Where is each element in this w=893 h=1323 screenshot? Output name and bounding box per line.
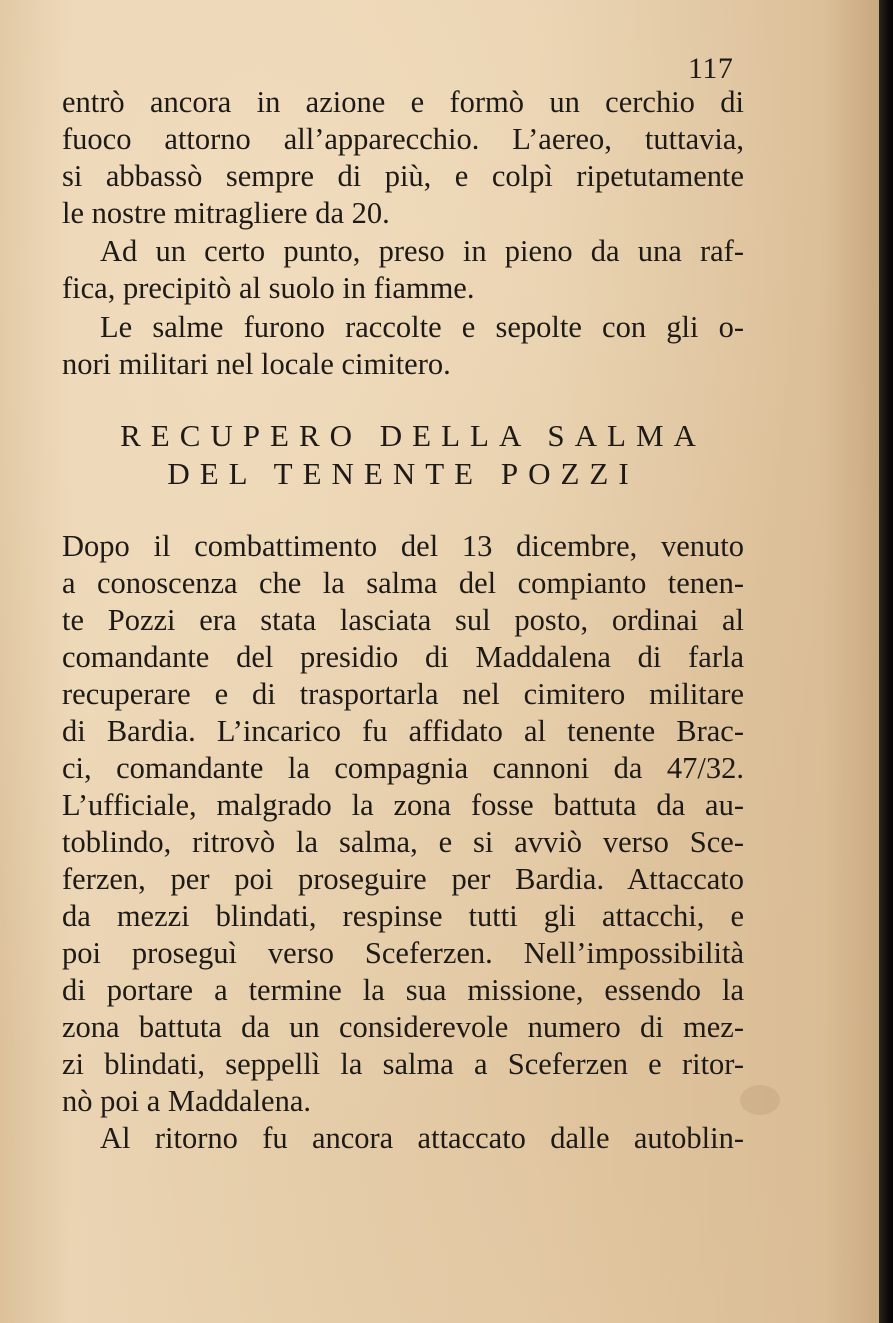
text-line: si abbassò sempre di più, e colpì ripetutamente	[62, 159, 744, 193]
text-line: zi blindati, seppellì la salma a Sceferzen e ritor-	[62, 1047, 744, 1081]
text-line: te Pozzi era stata lasciata sul posto, ordinai al	[62, 603, 744, 637]
text-line: L’ufficiale, malgrado la zona fosse battuta da au-	[62, 788, 744, 822]
text-line: Le salme furono raccolte e sepolte con gli o-	[100, 310, 744, 344]
text-line: a conoscenza che la salma del compianto tenen-	[62, 566, 744, 600]
text-line: comandante del presidio di Maddalena di farla	[62, 640, 744, 674]
text-line: di Bardia. L’incarico fu affidato al tenente Brac-	[62, 714, 744, 748]
text-line: Dopo il combattimento del 13 dicembre, venuto	[62, 529, 744, 563]
text-line: fuoco attorno all’apparecchio. L’aereo, tuttavia,	[62, 122, 744, 156]
text-line: poi proseguì verso Sceferzen. Nell’impossibilità	[62, 936, 744, 970]
text-line: fica, precipitò al suolo in fiamme.	[62, 271, 475, 305]
text-line: Ad un certo punto, preso in pieno da una raf-	[100, 234, 744, 268]
text-line: entrò ancora in azione e formò un cerchio di	[62, 85, 744, 119]
text-line: nori militari nel locale cimitero.	[62, 347, 451, 381]
text-line: nò poi a Maddalena.	[62, 1084, 312, 1118]
paper-stain	[740, 1085, 780, 1115]
text-line: toblindo, ritrovò la salma, e si avviò verso Sce-	[62, 825, 744, 859]
text-line: ferzen, per poi proseguire per Bardia. Attaccato	[62, 862, 744, 896]
text-line: recuperare e di trasportarla nel cimitero militare	[62, 677, 744, 711]
text-line: le nostre mitragliere da 20.	[62, 196, 390, 230]
book-spine-edge	[879, 0, 893, 1323]
section-heading: RECUPERO DELLA SALMA	[120, 418, 706, 453]
text-line: ci, comandante la compagnia cannoni da 47/32.	[62, 751, 744, 785]
text-line: da mezzi blindati, respinse tutti gli attacchi, e	[62, 899, 744, 933]
text-line: di portare a termine la sua missione, essendo la	[62, 973, 744, 1007]
text-line: zona battuta da un considerevole numero di mez-	[62, 1010, 744, 1044]
section-heading: DEL TENENTE POZZI	[167, 456, 639, 491]
page-number: 117	[688, 52, 734, 85]
text-line: Al ritorno fu ancora attaccato dalle autoblin-	[100, 1121, 744, 1155]
